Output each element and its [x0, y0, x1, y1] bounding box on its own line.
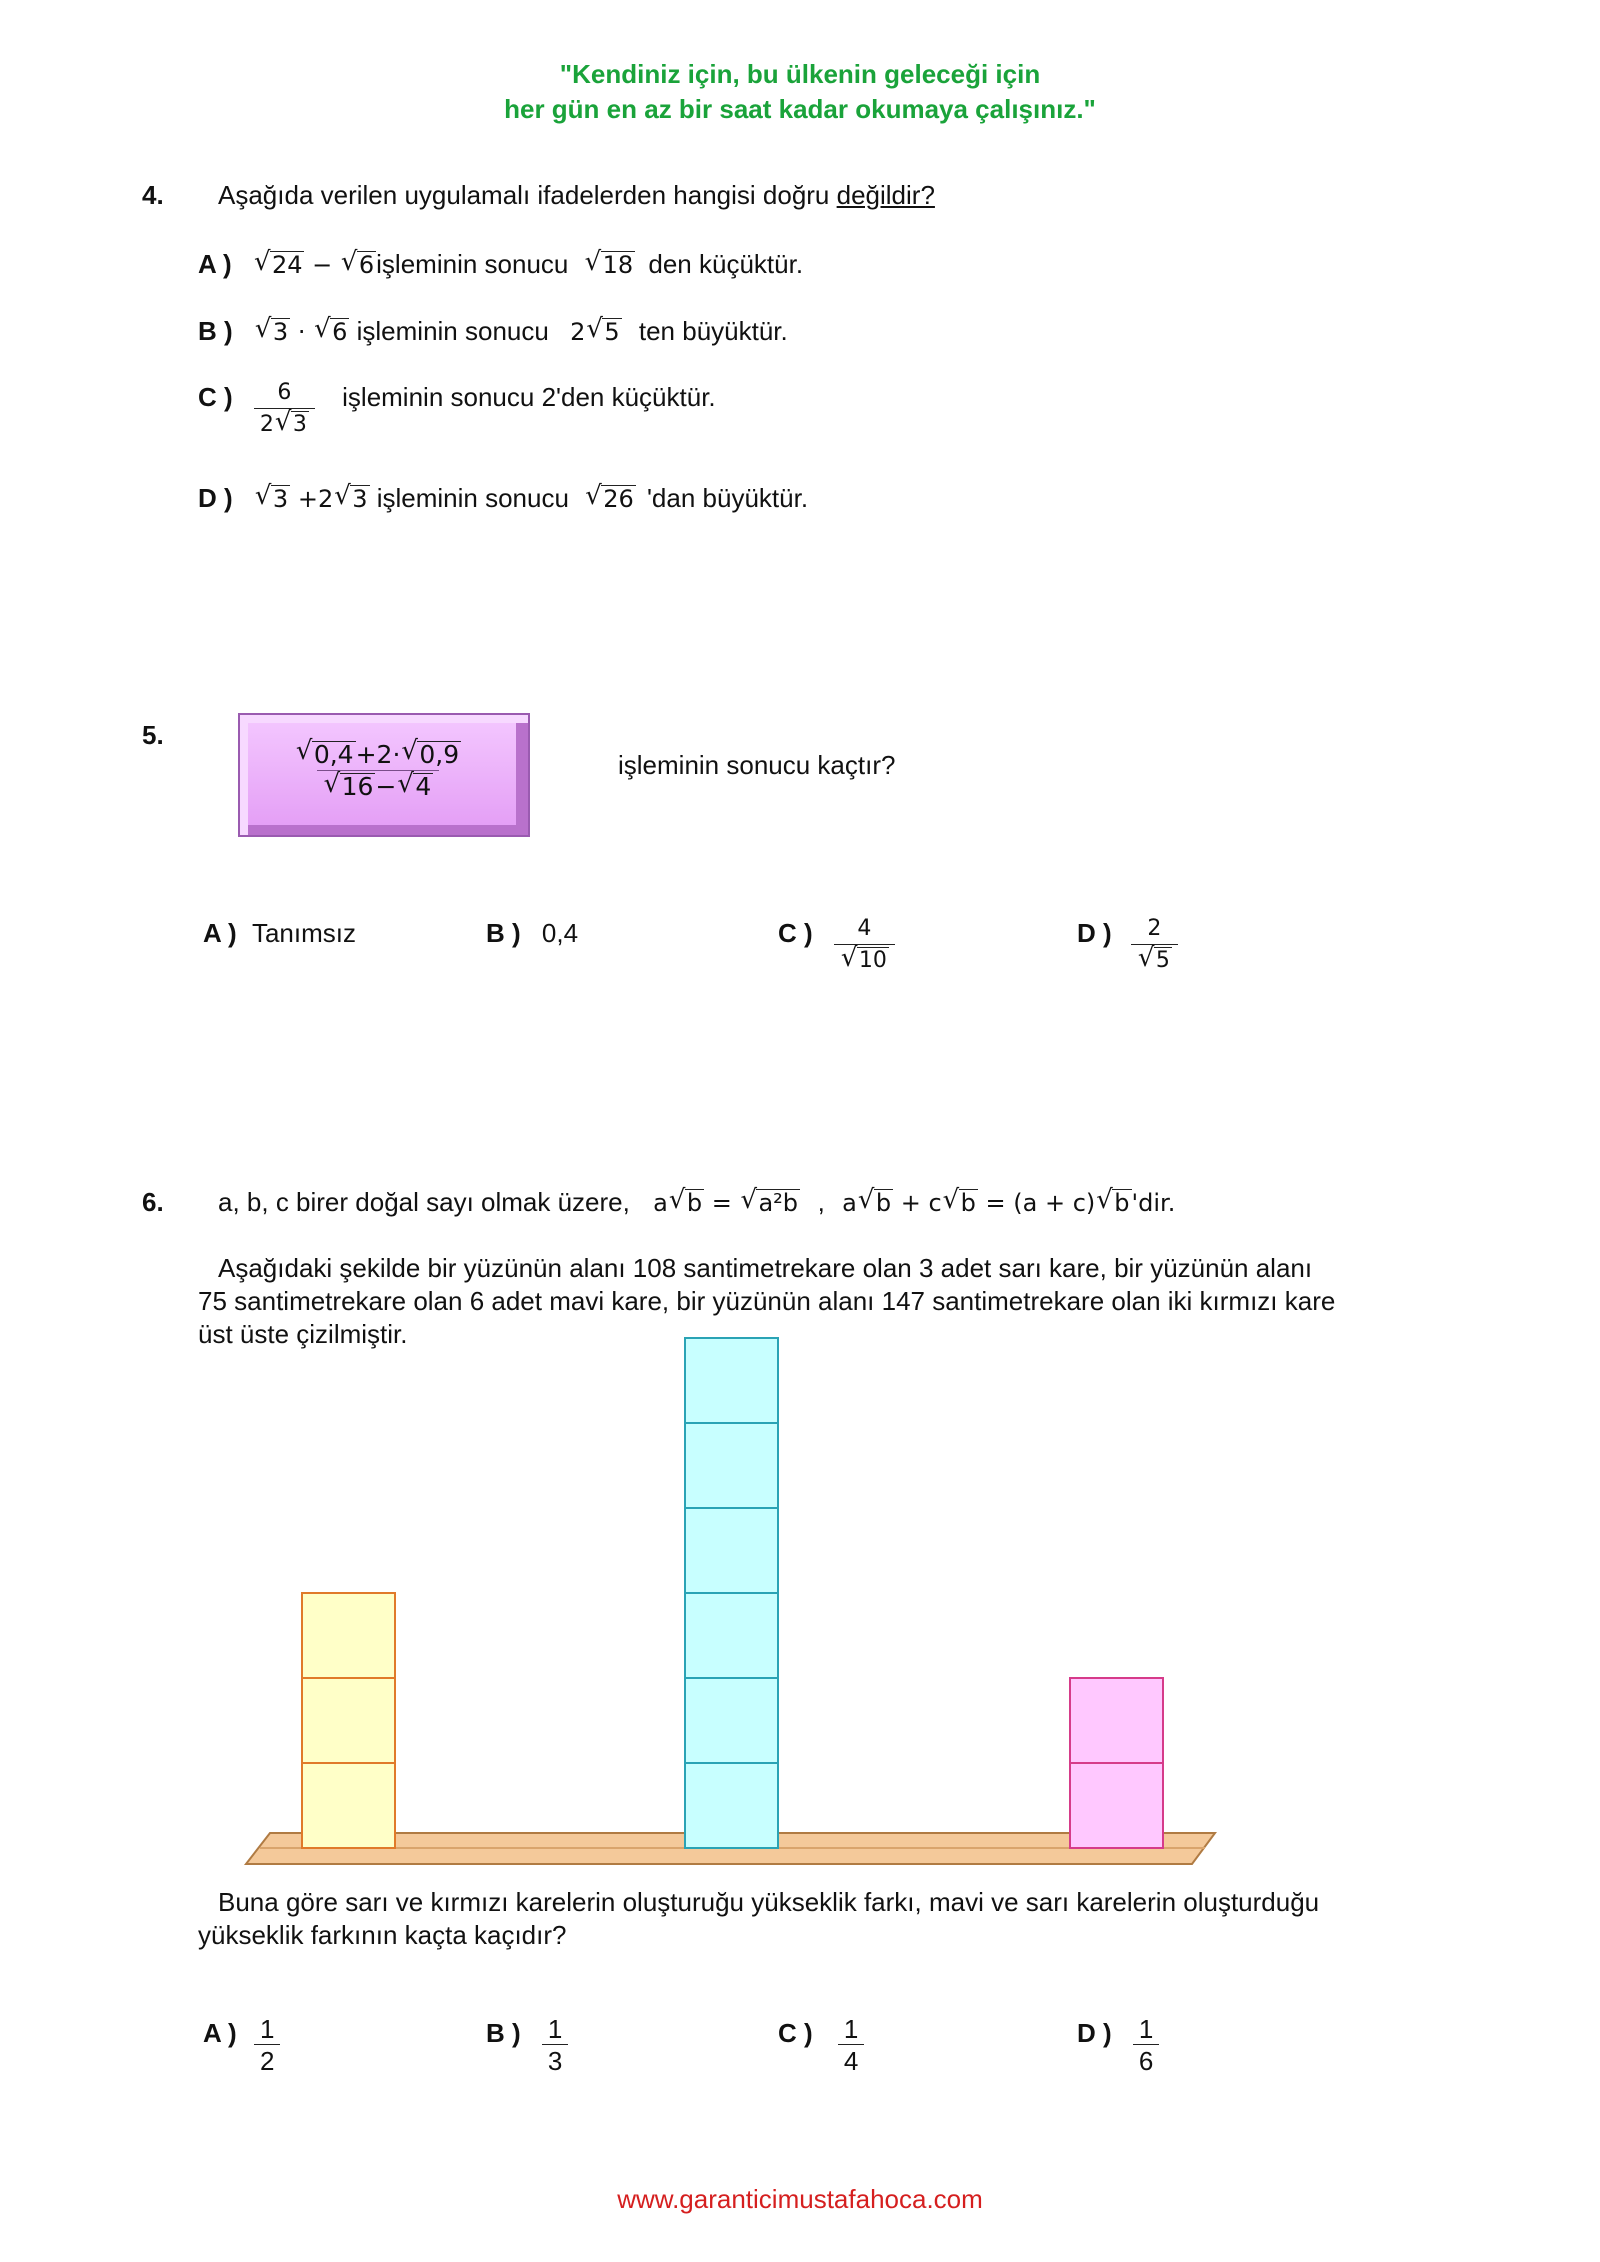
q6-b-den: 3 [542, 2044, 568, 2075]
q6-f1-eq: = [711, 1189, 732, 1217]
motto-line-2: her gün en az bir saat kadar okumaya çalışınız." [504, 94, 1096, 124]
q4-a-target: 18 [602, 251, 634, 279]
q4-b-middle: işleminin sonucu [356, 316, 549, 346]
square-mavi [685, 1423, 778, 1508]
q5-option-c-label: C ) [778, 918, 813, 948]
q4-c-frac-den-coef: 2 [259, 412, 274, 437]
q4-option-b[interactable]: B ) √ 3 · √ 6 işleminin sonucu 2 √ 5 ten büyüktür. [198, 314, 788, 346]
q4-c-frac-den-rad: 3 [292, 412, 307, 437]
q5-option-b-label: B ) [486, 918, 521, 948]
q4-a-rad2: 6 [358, 251, 375, 279]
q6-f1-left: a [653, 1189, 668, 1217]
q4-a-rad1: 24 [271, 251, 303, 279]
q4-d-suffix: 'dan büyüktür. [646, 483, 809, 513]
q6-d-den: 6 [1133, 2044, 1159, 2075]
q5-fraction: √ 0,4+2· √ 0,9 √ 16− √ 4 [295, 736, 460, 801]
q4-d-op: + [297, 485, 318, 513]
square-mavi [685, 1508, 778, 1593]
q4-d-target: 26 [603, 485, 634, 513]
q6-option-a-label: A ) [203, 2018, 237, 2048]
q6-f2-a: a [842, 1189, 857, 1217]
q6-option-b-label: B ) [486, 2018, 521, 2048]
q6-f2-c: c [928, 1189, 942, 1217]
q6-option-c-label: C ) [778, 2018, 813, 2048]
q5-c-den-rad: 10 [858, 948, 887, 973]
q6-f1-rad: b [686, 1189, 703, 1217]
q6-question [198, 1886, 1319, 1952]
q4-option-a-label: A ) [198, 249, 232, 279]
q5-option-d[interactable]: D ) 2 √ 5 [1077, 916, 1178, 975]
q5-num-rad1: 0,4 [313, 740, 354, 769]
q4-a-middle: işleminin sonucu [376, 249, 569, 279]
q4-number: 4. [142, 180, 164, 210]
q6-c-den: 4 [838, 2044, 864, 2075]
q6-f2-rad2: b [960, 1189, 976, 1217]
q5-question: işleminin sonucu kaçtır? [618, 750, 896, 780]
q4-b-target-coef: 2 [570, 318, 586, 346]
square-sarı [302, 1763, 395, 1848]
q4-b-op: · [297, 318, 306, 346]
q6-c-num: 1 [843, 2014, 859, 2044]
q6-a-den: 2 [254, 2044, 280, 2075]
q6-option-c[interactable] [778, 2016, 864, 2075]
q5-option-a-value: Tanımsız [251, 918, 356, 948]
q6-comma: , [817, 1187, 825, 1217]
square-mavi [685, 1763, 778, 1848]
q5-c-num: 4 [857, 916, 872, 941]
square-mavi [685, 1593, 778, 1678]
q5-d-num: 2 [1147, 916, 1162, 941]
q4-d-rad2: 3 [352, 485, 368, 513]
q6-b-num: 1 [547, 2014, 563, 2044]
q5-num-rad2: 0,9 [419, 740, 460, 769]
q4-option-d-label: D ) [198, 483, 233, 513]
q6-paragraph-line-3: üst üste çizilmiştir. [198, 1319, 408, 1349]
q4-b-rad2: 6 [332, 318, 348, 346]
q6-number: 6. [142, 1187, 164, 1217]
q5-option-b-value: 0,4 [541, 918, 579, 948]
q6-f2-paren: (a + c) [1013, 1189, 1096, 1217]
q6-f2-rad3: b [1114, 1189, 1130, 1217]
q5-den-op: − [375, 772, 397, 801]
square-mavi [685, 1678, 778, 1763]
q6-option-b[interactable] [486, 2016, 568, 2075]
square-mavi [685, 1338, 778, 1423]
q6-f2-rad1: b [875, 1189, 892, 1217]
q6-intro-line: a, b, c birer doğal sayı olmak üzere, a √ b = √ a²b , a √ b + c √ b = (a + c) √ b'dir. [218, 1185, 1176, 1217]
q4-option-c[interactable]: C ) 6 2 √ 3 işleminin sonucu 2'den küçüktür. [198, 380, 716, 437]
q4-b-target: 5 [604, 318, 620, 346]
q6-d-num: 1 [1138, 2014, 1154, 2044]
q5-den-rad1: 16 [341, 772, 374, 801]
q4-option-c-label: C ) [198, 382, 233, 412]
square-sarı [302, 1678, 395, 1763]
q4-option-b-label: B ) [198, 316, 233, 346]
q4-b-suffix: ten büyüktür. [638, 316, 788, 346]
q5-d-den-rad: 5 [1155, 948, 1170, 973]
q4-b-rad1: 3 [272, 318, 289, 346]
q4-d-coef: 2 [317, 485, 334, 513]
q4-question-underlined: değildir? [836, 180, 935, 210]
q6-f2-eq: = [985, 1189, 1006, 1217]
q4-question-text: Aşağıda verilen uygulamalı ifadelerden hangisi doğru [218, 180, 837, 210]
q6-paragraph-line-1: Aşağıdaki şekilde bir yüzünün alanı 108 santimetrekare olan 3 adet sarı kare, bir yüzünün alanı [218, 1253, 1313, 1283]
q4-d-rad1: 3 [272, 485, 289, 513]
square-kırmızı [1070, 1763, 1163, 1848]
q4-option-a[interactable]: A ) √ 24 − √ 6işleminin sonucu √ 18 den küçüktür. [198, 247, 804, 279]
q4-a-op: − [312, 251, 333, 279]
q6-question-line-2: yükseklik farkının kaçta kaçıdır? [198, 1920, 567, 1950]
q4-a-suffix: den küçüktür. [648, 249, 804, 279]
q5-num-op: +2· [355, 740, 401, 769]
q6-intro: a, b, c birer doğal sayı olmak üzere, [218, 1187, 630, 1217]
q6-f2-plus: + [900, 1189, 921, 1217]
q6-f1-rad2: a²b [758, 1189, 799, 1217]
q6-paragraph-line-2: 75 santimetrekare olan 6 adet mavi kare, bir yüzünün alanı 147 santimetrekare olan iki kırmızı kare [198, 1286, 1336, 1316]
website-footer[interactable]: www.garanticimustafahoca.com [617, 2184, 983, 2214]
square-kırmızı [1070, 1678, 1163, 1763]
q4-option-d[interactable]: D ) √ 3 +2 √ 3 işleminin sonucu √ 26 'dan büyüktür. [198, 481, 809, 513]
q4-c-frac-num: 6 [277, 380, 292, 405]
q6-question-line-1: Buna göre sarı ve kırmızı karelerin oluşturuğu yükseklik farkı, mavi ve sarı karelerin oluşturduğu [218, 1887, 1320, 1917]
q6-f2-suffix: 'dir. [1131, 1189, 1176, 1217]
q5-option-a-label: A ) [203, 918, 237, 948]
q6-option-a[interactable] [203, 2016, 280, 2075]
q6-option-d[interactable] [1077, 2016, 1159, 2075]
q5-option-d-label: D ) [1077, 918, 1112, 948]
q6-option-d-label: D ) [1077, 2018, 1112, 2048]
q5-den-rad2: 4 [415, 772, 432, 801]
q4-c-middle: işleminin sonucu 2'den küçüktür. [342, 382, 716, 412]
q4-d-middle: işleminin sonucu [376, 483, 569, 513]
square-sarı [302, 1593, 395, 1678]
motto-line-1: "Kendiniz için, bu ülkenin geleceği için [559, 59, 1041, 89]
q5-number: 5. [142, 720, 164, 750]
q5-option-c[interactable]: C ) 4 √ 10 [778, 916, 895, 975]
q6-a-num: 1 [259, 2014, 275, 2044]
